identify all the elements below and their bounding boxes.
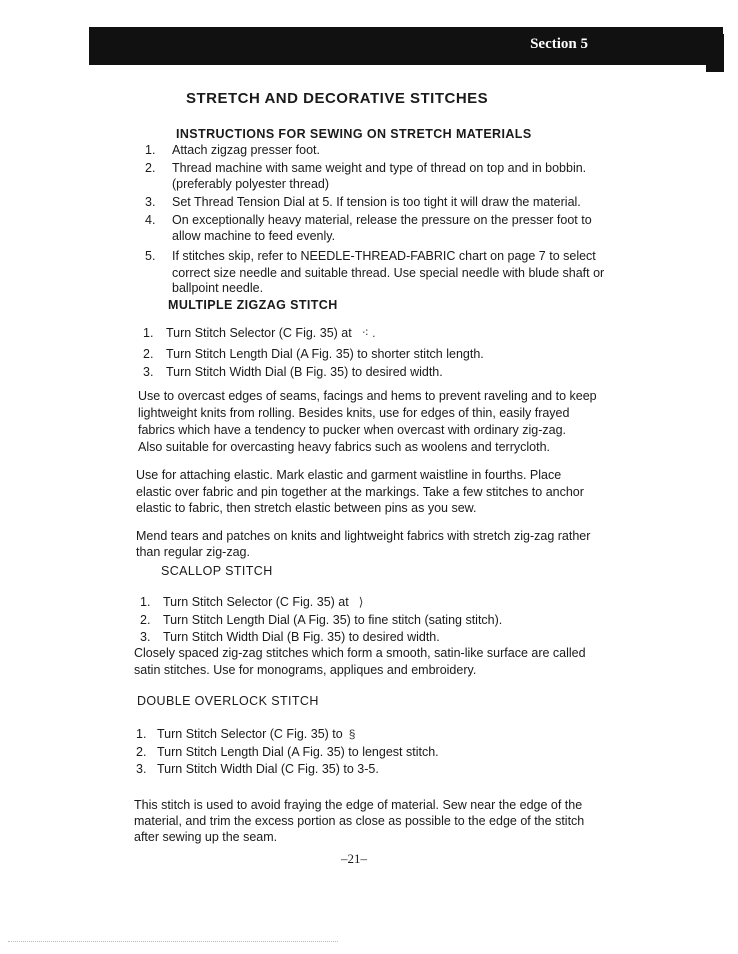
stretch-item-1-line-1: Attach zigzag presser foot. bbox=[172, 143, 320, 157]
scallop-item-2-num: 2. bbox=[140, 613, 151, 627]
page-number: –21– bbox=[341, 851, 367, 866]
scallop-item-1-text bbox=[163, 594, 363, 610]
overlock-heading: DOUBLE OVERLOCK STITCH bbox=[137, 694, 319, 708]
stretch-item-5-line-3: ballpoint needle. bbox=[172, 281, 264, 295]
page-title: STRETCH AND DECORATIVE STITCHES bbox=[186, 90, 489, 107]
multiple-para-2-line-3: elastic to fabric, then stretch elastic between pins as you sew. bbox=[136, 501, 477, 515]
scallop-para-line-1: Closely spaced zig-zag stitches which form a smooth, satin-like surface are called bbox=[134, 646, 586, 660]
multiple-para-1-line-1: Use to overcast edges of seams, facings and hems to prevent raveling and to keep bbox=[138, 389, 597, 403]
multiple-item-1-text bbox=[166, 325, 375, 341]
stretch-item-5-num: 5. bbox=[145, 249, 156, 263]
multiple-item-2-num: 2. bbox=[143, 347, 154, 361]
stretch-item-1-num: 1. bbox=[145, 143, 156, 157]
stretch-item-2-line-1: Thread machine with same weight and type of thread on top and in bobbin. bbox=[172, 161, 587, 175]
multiple-item-1-label: Turn Stitch Selector (C Fig. 35) at bbox=[166, 326, 352, 340]
stretch-item-3-line-1: Set Thread Tension Dial at 5. If tension is too tight it will draw the material. bbox=[172, 195, 581, 209]
multiple-para-2-line-2: elastic over fabric and pin together at the markings. Take a few stitches to anchor bbox=[136, 485, 584, 499]
stretch-heading: INSTRUCTIONS FOR SEWING ON STRETCH MATERIALS bbox=[176, 127, 532, 141]
multiple-para-1-line-2: lightweight knits from rolling. Besides knits, use for edges of thin, easily frayed bbox=[138, 406, 570, 420]
multiple-item-3-num: 3. bbox=[143, 365, 154, 379]
multiple-para-2-line-1: Use for attaching elastic. Mark elastic and garment waistline in fourths. Place bbox=[136, 468, 562, 482]
stretch-item-4-line-1: On exceptionally heavy material, release the pressure on the presser foot to bbox=[172, 213, 592, 227]
overlock-item-1-label: Turn Stitch Selector (C Fig. 35) to bbox=[157, 727, 343, 741]
banner-tab bbox=[706, 34, 724, 72]
stretch-item-4-num: 4. bbox=[145, 213, 156, 227]
scallop-para-line-2: satin stitches. Use for monograms, appliques and embroidery. bbox=[134, 663, 477, 677]
multiple-para-1-line-4: Also suitable for overcasting heavy fabrics such as woolens and terrycloth. bbox=[138, 440, 551, 454]
stretch-item-2-line-2: (preferably polyester thread) bbox=[172, 177, 330, 191]
multiple-zigzag-stitch-icon: ⁖ . bbox=[361, 326, 376, 340]
multiple-para-1-line-3: fabrics which have a tendency to pucker when overcast with ordinary zig-zag. bbox=[138, 423, 566, 437]
multiple-item-1-num: 1. bbox=[143, 326, 154, 340]
scan-edge-line bbox=[8, 941, 338, 942]
scallop-stitch-icon: ⟩ bbox=[358, 595, 364, 609]
overlock-item-3-text: Turn Stitch Width Dial (C Fig. 35) to 3-5. bbox=[157, 762, 379, 776]
multiple-para-3-line-1: Mend tears and patches on knits and lightweight fabrics with stretch zig-zag rather bbox=[136, 529, 591, 543]
double-overlock-stitch-icon: § bbox=[348, 727, 356, 741]
multiple-item-3-text: Turn Stitch Width Dial (B Fig. 35) to desired width. bbox=[166, 365, 443, 379]
overlock-item-1-text bbox=[157, 726, 355, 742]
overlock-item-2-text: Turn Stitch Length Dial (A Fig. 35) to lengest stitch. bbox=[157, 745, 439, 759]
scallop-item-1-label: Turn Stitch Selector (C Fig. 35) at bbox=[163, 595, 349, 609]
stretch-item-5-line-1: If stitches skip, refer to NEEDLE-THREAD-FABRIC chart on page 7 to select bbox=[172, 249, 596, 263]
overlock-item-2-num: 2. bbox=[136, 745, 147, 759]
scallop-item-3-text: Turn Stitch Width Dial (B Fig. 35) to desired width. bbox=[163, 630, 440, 644]
stretch-item-2-num: 2. bbox=[145, 161, 156, 175]
overlock-para-line-2: material, and trim the excess portion as close as possible to the edge of the stitch bbox=[134, 814, 585, 828]
overlock-item-3-num: 3. bbox=[136, 762, 147, 776]
multiple-para-3-line-2: than regular zig-zag. bbox=[136, 545, 250, 559]
scallop-heading: SCALLOP STITCH bbox=[161, 564, 273, 578]
scallop-item-2-text: Turn Stitch Length Dial (A Fig. 35) to fine stitch (sating stitch). bbox=[163, 613, 503, 627]
overlock-para-line-3: after sewing up the seam. bbox=[134, 830, 278, 844]
scallop-item-1-num: 1. bbox=[140, 595, 151, 609]
scallop-item-3-num: 3. bbox=[140, 630, 151, 644]
multiple-item-2-text: Turn Stitch Length Dial (A Fig. 35) to shorter stitch length. bbox=[166, 347, 484, 361]
overlock-para-line-1: This stitch is used to avoid fraying the edge of material. Sew near the edge of the bbox=[134, 798, 583, 812]
overlock-item-1-num: 1. bbox=[136, 727, 147, 741]
stretch-item-4-line-2: allow machine to feed evenly. bbox=[172, 229, 336, 243]
stretch-item-3-num: 3. bbox=[145, 195, 156, 209]
stretch-item-5-line-2: correct size needle and suitable thread. Use special needle with blude shaft or bbox=[172, 266, 605, 280]
multiple-zigzag-heading: MULTIPLE ZIGZAG STITCH bbox=[168, 298, 338, 312]
section-banner bbox=[89, 27, 723, 65]
section-label: Section 5 bbox=[530, 36, 588, 52]
